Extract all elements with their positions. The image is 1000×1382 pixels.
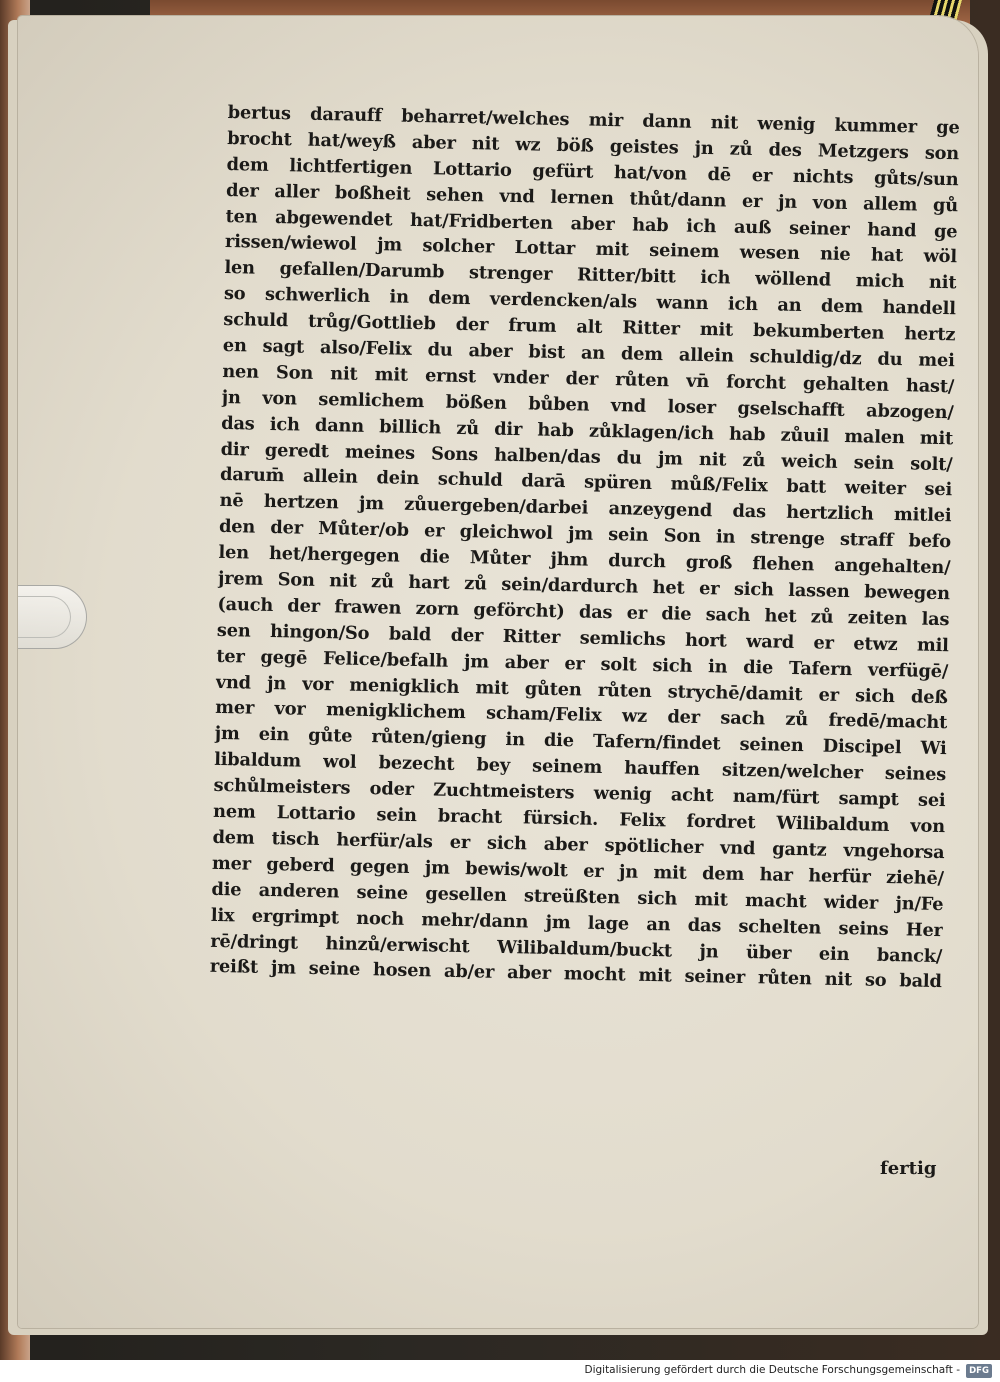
- text-line: jrem Son nit zů hart zů sein/dardurch het er sich lassen bewegen: [217, 567, 951, 605]
- text-line: ten abgewendet hat/Fridberten aber hab ich auß seiner hand ge: [225, 205, 958, 242]
- text-line: lix ergrimpt noch mehr/dann jm lage an das schelten seins Her: [210, 904, 943, 941]
- text-line: dem lichtfertigen Lottario gefürt hat/von dē er nichts gůts/sun: [226, 153, 959, 191]
- text-line: schuld trůg/Gottlieb der frum alt Ritter mit bekumberten hertz: [223, 309, 956, 346]
- text-line: das ich dann billich zů dir hab zůklagen/ich hab zůuil malen mit: [221, 412, 954, 449]
- text-line: den der Můter/ob er gleichwol jm sein Son in strenge straff befo: [218, 516, 952, 553]
- text-line: mer vor menigklichem scham/Felix wz der sach zů fredē/macht: [215, 697, 948, 734]
- text-line: schůlmeisters oder Zuchtmeisters wenig acht nam/fürt sampt sei: [213, 775, 946, 812]
- text-line: der aller boßheit sehen vnd lernen thůt/dann er jn von allem gů: [225, 179, 959, 216]
- footer-credit: Digitalisierung gefördert durch die Deutsche Forschungsgemeinschaft -: [584, 1364, 960, 1376]
- catchword: fertig: [880, 1158, 937, 1179]
- text-line: reißt jm seine hosen ab/er aber mocht mit seiner růten nit so bald: [209, 956, 942, 993]
- text-line: rē/dringt hinzů/erwischt Wilibaldum/buckt jn über ein banck/: [210, 930, 943, 967]
- page-clip-inner-icon: [18, 596, 71, 638]
- text-line: so schwerlich in dem verdencken/als wann ich an dem handell: [223, 283, 957, 320]
- text-line: rissen/wiewol jm solcher Lottar mit seinem wesen nie hat wöl: [224, 231, 958, 268]
- text-line: libaldum wol bezecht bey seinem hauffen sitzen/welcher seines: [213, 749, 947, 786]
- text-line: jn von semlichem bößen bůben vnd loser gselschafft abzogen/: [221, 386, 954, 424]
- text-line: jm ein gůte růten/gieng in die Tafern/findet seinen Discipel Wi: [214, 723, 947, 760]
- text-line: mer geberd gegen jm bewis/wolt er jn mit dem har herfür ziehē/: [211, 852, 945, 889]
- text-line: dir geredt meines Sons halben/das du jm nit zů weich sein solt/: [220, 438, 953, 475]
- text-line: dem tisch herfür/als er sich aber spötlicher vnd gantz vngehorsa: [212, 826, 945, 864]
- text-line: nem Lottario sein bracht fürsich. Felix fordret Wilibaldum von: [212, 800, 946, 838]
- text-line: darum̄ allein dein schuld darā spüren můß/Felix batt weiter sei: [219, 464, 953, 501]
- text-line: ter gegē Felice/befalh jm aber er solt sich in die Tafern verfügē/: [216, 645, 949, 682]
- page-text: [210, 100, 960, 995]
- footer-bar: [0, 1360, 1000, 1382]
- text-line: sen hingon/So bald der Ritter semlichs hort ward er etwz mil: [216, 619, 949, 657]
- text-line: len gefallen/Darumb strenger Ritter/bitt ich wöllend mich nit: [224, 257, 957, 294]
- text-line: nē hertzen jm zůuergeben/darbei anzeygend das hertzlich mitlei: [219, 490, 952, 527]
- text-line: brocht hat/weyß aber nit wz böß geistes jn zů des Metzgers son: [226, 127, 960, 165]
- text-line: (auch der frawen zorn geförcht) das er die sach het zů zeiten las: [217, 593, 950, 631]
- text-line: en sagt also/Felix du aber bist an dem allein schuldig/dz du mei: [222, 334, 955, 372]
- text-line: vnd jn vor menigklich mit gůten růten strychē/damit er sich deß: [215, 671, 948, 708]
- text-line: nen Son nit mit ernst vnder der růten vn̄ forcht gehalten hast/: [222, 360, 955, 398]
- text-line: bertus darauff beharret/welches mir dann nit wenig kummer ge: [227, 101, 960, 139]
- text-line: len het/hergegen die Můter jhm durch groß flehen angehalten/: [218, 542, 951, 579]
- text-line: die anderen seine gesellen streüßten sich mit macht wider jn/Fe: [211, 878, 944, 915]
- dfg-logo: DFG: [966, 1364, 992, 1378]
